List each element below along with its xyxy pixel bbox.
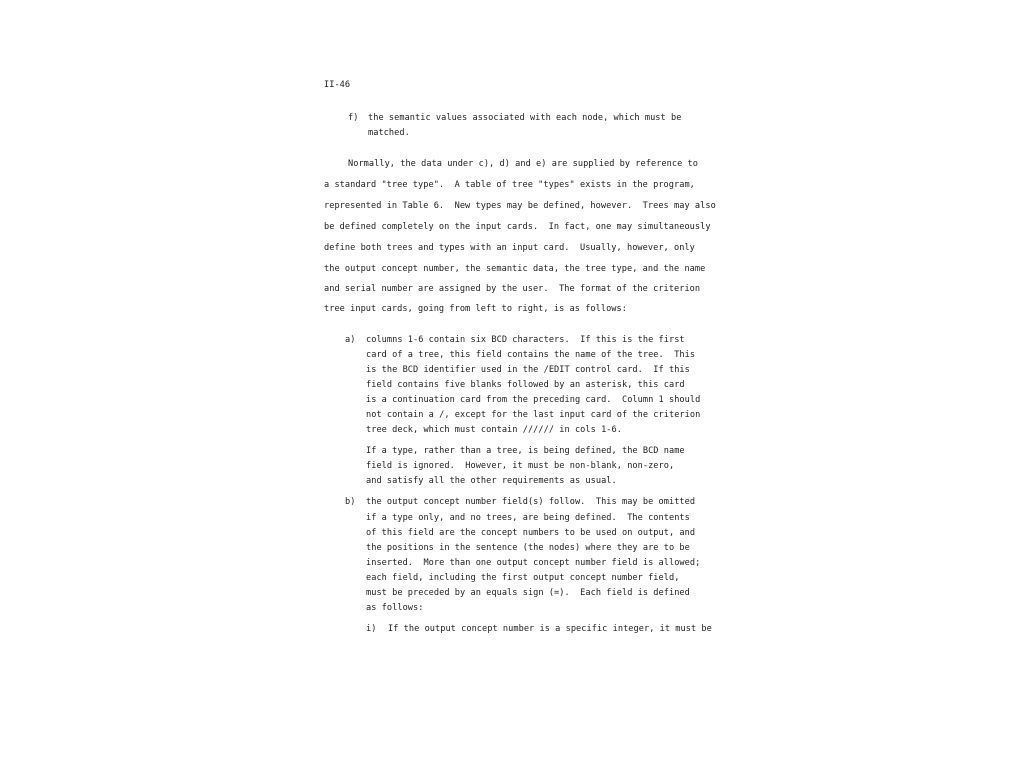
- item-b-line: of this field are the concept numbers to be used on output, and: [366, 528, 696, 538]
- paragraph-line: the output concept number, the semantic data, the tree type, and the name: [324, 264, 706, 274]
- item-a-extra-line: If a type, rather than a tree, is being defined, the BCD name: [366, 446, 685, 456]
- page-number: II-46: [324, 80, 351, 90]
- item-a-line: is the BCD identifier used in the /EDIT control card. If this: [366, 365, 690, 375]
- paragraph-line: Normally, the data under c), d) and e) are supplied by reference to: [348, 159, 698, 169]
- item-b-line: the positions in the sentence (the nodes) where they are to be: [366, 543, 690, 553]
- item-a-extra-line: and satisfy all the other requirements as usual.: [366, 476, 617, 486]
- item-b-line: if a type only, and no trees, are being defined. The contents: [366, 513, 690, 523]
- item-b-line: inserted. More than one output concept number field is allowed;: [366, 558, 701, 568]
- item-b-marker: b): [345, 497, 356, 507]
- sub-i-line: If the output concept number is a specific integer, it must be: [388, 624, 712, 634]
- item-b-line: each field, including the first output concept number field,: [366, 573, 680, 583]
- item-b-line: as follows:: [366, 603, 424, 613]
- item-a-line: card of a tree, this field contains the name of the tree. This: [366, 350, 696, 360]
- paragraph-line: a standard "tree type". A table of tree "types" exists in the program,: [324, 180, 695, 190]
- paragraph-line: represented in Table 6. New types may be defined, however. Trees may also: [324, 201, 716, 211]
- item-a-line: field contains five blanks followed by an asterisk, this card: [366, 380, 685, 390]
- paragraph-line: tree input cards, going from left to right, is as follows:: [324, 304, 627, 314]
- item-a-line: tree deck, which must contain ////// in cols 1-6.: [366, 425, 622, 435]
- sub-i-marker: i): [366, 624, 377, 634]
- paragraph-line: be defined completely on the input cards. In fact, one may simultaneously: [324, 222, 711, 232]
- paragraph-line: define both trees and types with an input card. Usually, however, only: [324, 243, 695, 253]
- paragraph-line: and serial number are assigned by the user. The format of the criterion: [324, 284, 701, 294]
- item-b-line: the output concept number field(s) follow. This may be omitted: [366, 497, 696, 507]
- item-a-line: columns 1-6 contain six BCD characters. If this is the first: [366, 335, 685, 345]
- item-f-line: the semantic values associated with each node, which must be: [368, 113, 682, 123]
- item-b-line: must be preceded by an equals sign (=). Each field is defined: [366, 588, 690, 598]
- item-a-line: is a continuation card from the preceding card. Column 1 should: [366, 395, 701, 405]
- item-a-marker: a): [345, 335, 356, 345]
- item-f-line: matched.: [368, 128, 410, 138]
- item-a-extra-line: field is ignored. However, it must be non-blank, non-zero,: [366, 461, 675, 471]
- item-a-line: not contain a /, except for the last input card of the criterion: [366, 410, 701, 420]
- item-f-marker: f): [348, 113, 359, 123]
